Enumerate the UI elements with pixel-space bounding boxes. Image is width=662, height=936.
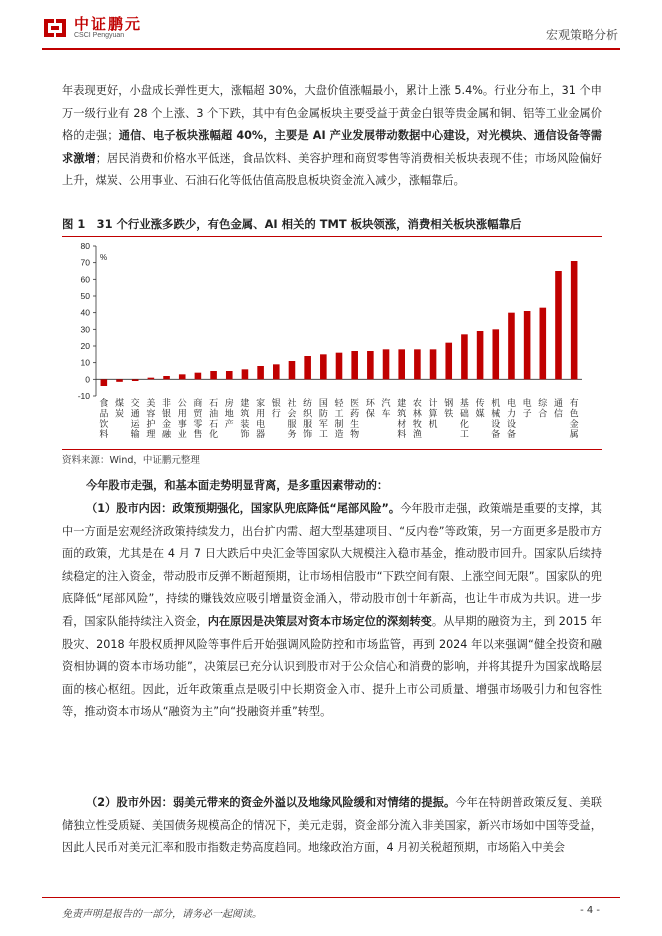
figure-bottom-rule [62, 449, 602, 450]
x-tick-label: 公用事业 [177, 399, 187, 441]
x-tick-label: 综合 [538, 399, 548, 420]
x-tick-label: 银行 [271, 399, 281, 420]
bar [477, 331, 484, 379]
x-tick-label: 交通运输 [130, 399, 140, 441]
page-header [0, 0, 662, 52]
x-tick-label: 美容护理 [146, 399, 156, 441]
x-tick-label: 机械设备 [491, 399, 501, 441]
bar [540, 308, 547, 380]
p1-heading: （1）股市内因：政策预期强化，国家队兜底降低“尾部风险”。 [86, 502, 401, 515]
x-tick-label: 农林牧渔 [412, 399, 422, 441]
y-tick-label: -10 [77, 391, 90, 401]
x-tick-label: 有色金属 [569, 399, 579, 441]
y-tick-label: 70 [80, 257, 90, 268]
bar [383, 349, 390, 379]
x-tick-label: 电力设备 [506, 399, 516, 441]
page-number: - 4 - [580, 905, 600, 916]
bar [163, 376, 170, 379]
report-section-title: 宏观策略分析 [545, 28, 618, 42]
body-lead-text: 今年股市走强，和基本面走势明显背离，是多重因素带动的： [86, 479, 389, 492]
body-paragraph-1 [62, 498, 602, 724]
x-tick-label: 计算机 [428, 399, 438, 430]
x-tick-label: 环保 [365, 399, 375, 420]
bar [210, 371, 217, 379]
bar [492, 329, 499, 379]
x-tick-label: 商贸零售 [193, 399, 203, 441]
bar [430, 349, 437, 379]
x-tick-label: 煤炭 [115, 399, 125, 420]
figure-title: 图 1 31 个行业涨多跌少，有色金属、AI 相关的 TMT 板块领涨，消费相关板块涨幅靠后 [62, 217, 522, 231]
header-divider [42, 48, 620, 50]
bar [445, 343, 452, 380]
bar [461, 334, 468, 379]
footer-divider [42, 897, 620, 898]
p2-text-a: 今年在特朗普政策反复、美联储独立性受质疑、美国债务规模高企的情况下，美元走弱，资金部分流入非美国家，新兴市场如中国等受益，因此人民币对美元汇率和股市指数走势高度趋同。地缘政治方面，4 月初关税超预期，市场陷入中美会 [62, 796, 602, 855]
bar [116, 379, 123, 382]
y-tick-label: 0 [85, 374, 90, 385]
y-unit-label: % [100, 253, 108, 262]
bar [398, 349, 405, 379]
x-tick-label: 基础化工 [459, 399, 469, 441]
bar [367, 351, 374, 379]
bar [336, 353, 343, 380]
bar [148, 378, 155, 380]
x-tick-label: 轻工制造 [334, 399, 344, 441]
y-tick-label: 50 [80, 291, 90, 301]
p1-bold-text: 内在原因是决策层对资本市场定位的深刻转变 [207, 614, 432, 628]
figure-top-rule [62, 236, 602, 237]
body-paragraph-2 [62, 792, 602, 860]
intro-paragraph [62, 80, 602, 193]
y-tick-label: 60 [80, 274, 90, 285]
x-tick-label: 钢铁 [444, 399, 454, 420]
industry-returns-bar-chart [62, 238, 602, 448]
x-tick-label: 国防军工 [318, 399, 328, 441]
bar [320, 354, 327, 379]
body-lead [62, 475, 602, 498]
p2-heading: （2）股市外因：弱美元带来的资金外溢以及地缘风险缓和对情绪的提振。 [86, 796, 456, 809]
x-tick-label: 传媒 [475, 399, 485, 420]
bar [414, 349, 421, 379]
bar [132, 379, 139, 381]
x-tick-label: 通信 [553, 399, 563, 420]
bar [304, 356, 311, 379]
x-tick-label: 建筑材料 [397, 399, 407, 441]
y-tick-label: 30 [80, 324, 90, 335]
y-tick-label: 80 [80, 241, 90, 251]
footer-disclaimer: 免责声明是报告的一部分，请务必一起阅读。 [62, 909, 262, 920]
bar [508, 313, 515, 380]
y-tick-label: 20 [80, 341, 90, 351]
bar [226, 371, 233, 379]
bar [273, 364, 280, 379]
x-tick-label: 汽车 [381, 399, 391, 420]
x-tick-label: 非银金融 [162, 399, 172, 441]
x-tick-label: 房地产 [224, 399, 234, 430]
p1-text-a: 今年股市走强，政策端是重要的支撑，其中一方面是宏观经济政策持续发力，出台扩内需、超大型基建项目、“反内卷”等政策，另一方面更多是股市方面的政策，尤其是在 4 月 7 日大跌后中央汇金等国家队大规模注入稳市基金，推动股市回升。国家队后续持续稳定的注入资金，带动股市反弹不断超预期，让市场相信股市“下跌空间有限、上涨空间无限”。国家队的兜底降低“尾部风险”，持续的赚钱效应吸引增量资金涌入，带动股市创十年新高，也让牛市成为共识。进一步看，国家队能持续注入资金， [62, 502, 602, 628]
bar [257, 366, 264, 379]
y-tick-label: 40 [80, 307, 90, 318]
p1-text-c: 。从早期的融资为主，到 2015 年股灾、2018 年股权质押风险等事件后开始强调风险防控和市场监管，再到 2024 年以来强调“健全投资和融资相协调的资本市场功能”，决策层已充分认识到股市对于公众信心和消费的影响，并将其提升为国家战略层面的核心枢纽。因此，近年政策重点是吸引中长期资金入市、提升上市公司质量、增强市场吸引力和包容性等，推动资本市场从“融资为主”向“投融资并重”转型。 [62, 614, 602, 719]
intro-bold-text: 通信、电子板块涨幅超 40%，主要是 AI 产业发展带动数据中心建设，对光模块、通信设备等需求激增 [62, 129, 602, 165]
x-tick-label: 社会服务 [287, 399, 297, 441]
bar [524, 311, 531, 379]
bar [289, 361, 296, 379]
bar [351, 351, 358, 379]
bar [195, 373, 202, 380]
intro-text-1: 年表现更好，小盘成长弹性更大，涨幅超 30%，大盘价值涨幅最小，累计上涨 5.4%。行业分布上，31 个申万一级行业有 28 个上涨、3 个下跌，其中有色金属板块主要受益于黄金白银等贵金属和铜、铝等工业金属价格的走强； [62, 84, 602, 143]
y-tick-label: 10 [80, 357, 90, 368]
bar [555, 271, 562, 379]
x-tick-label: 家用电器 [256, 399, 266, 441]
logo-chinese-name: 中证鹏元 [74, 15, 143, 33]
x-tick-label: 医药生物 [350, 399, 360, 441]
intro-text-2: ；居民消费和价格水平低迷，食品饮料、美容护理和商贸零售等消费相关板块表现不佳；市场风险偏好上升，煤炭、公用事业、石油石化等低估值高股息板块资金流入减少，涨幅靠后。 [62, 151, 602, 188]
x-tick-label: 纺织服饰 [303, 399, 313, 441]
chart-svg [62, 238, 602, 448]
bar [571, 261, 578, 379]
x-tick-label: 食品饮料 [99, 399, 109, 441]
x-tick-label: 建筑装饰 [240, 399, 250, 441]
bar [101, 379, 108, 386]
bar [179, 374, 186, 379]
bar [242, 369, 249, 379]
figure-source: 资料来源：Wind，中证鹏元整理 [62, 455, 200, 466]
x-tick-label: 电子 [522, 399, 532, 420]
company-logo-icon [42, 15, 68, 41]
logo-english-name: CSCI Pengyuan [74, 32, 125, 39]
x-tick-label: 石油石化 [209, 399, 219, 441]
